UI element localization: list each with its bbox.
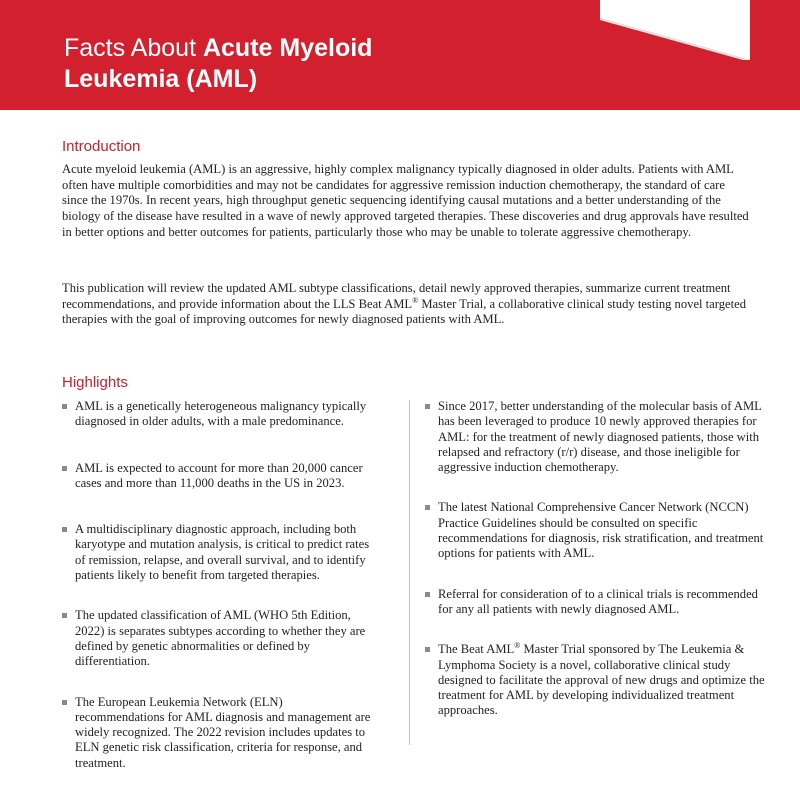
highlight-item: AML is a genetically heterogeneous malignancy typically diagnosed in older adults, with a male predominance. — [62, 399, 372, 430]
highlight-item: The updated classification of AML (WHO 5th Edition, 2022) is separates subtypes according to whether they are defined by genetic abnormalities or defined by differentiation. — [62, 608, 372, 669]
highlight-item: The European Leukemia Network (ELN) recommendations for AML diagnosis and management are widely recognized. The 2022 revision includes updates to ELN genetic risk classification, criteria for response, and treatment. — [62, 695, 372, 771]
bullet-square-icon — [425, 404, 430, 409]
introduction-paragraph-2: This publication will review the updated AML subtype classifications, detail newly approved therapies, summarize current treatment recommendations, and provide information about the LLS Beat AML® Master Trial, a collaborative clinical study testing novel targeted therapies with the goal of improving outcomes for newly diagnosed patients with AML. — [62, 281, 747, 327]
bullet-square-icon — [62, 404, 67, 409]
page-title — [64, 33, 564, 95]
header-corner-decoration — [600, 0, 750, 60]
highlight-item: The latest National Comprehensive Cancer Network (NCCN) Practice Guidelines should be consulted on specific recommendations for diagnosis, risk stratification, and treatment options for patients with AML. — [425, 500, 765, 561]
bullet-square-icon — [62, 527, 67, 532]
highlight-item: A multidisciplinary diagnostic approach, including both karyotype and mutation analysis, is critical to predict rates of remission, relapse, and overall survival, and to identify patients likely to benefit from targeted therapies. — [62, 522, 372, 583]
bullet-square-icon — [62, 613, 67, 618]
introduction-paragraph-1: Acute myeloid leukemia (AML) is an aggressive, highly complex malignancy typically diagnosed in older adults. Patients with AML often have multiple comorbidities and may not be candidates for aggressive remission induction chemotherapy, the standard of care since the 1970s. In recent years, high throughput genetic sequencing identifying causal mutations and a better understanding of the biology of the disease have resulted in a wave of newly approved targeted therapies. These discoveries and drug approvals have resulted in better options and better outcomes for patients, particularly those who may be unable to tolerate aggressive chemotherapy. — [62, 162, 749, 239]
highlight-item: The Beat AML® Master Trial sponsored by The Leukemia & Lymphoma Society is a novel, collaborative clinical study designed to facilitate the approval of new drugs and optimize the treatment for AML by developing individualized treatment approaches. — [425, 642, 765, 718]
title-regular: Facts About — [64, 34, 203, 62]
highlight-item: AML is expected to account for more than 20,000 cancer cases and more than 11,000 deaths in the US in 2023. — [62, 461, 372, 492]
title-bold-line-1: Acute Myeloid — [202, 34, 373, 62]
bullet-square-icon — [425, 647, 430, 652]
introduction-heading: Introduction — [62, 138, 141, 155]
bullet-square-icon — [62, 466, 67, 471]
bullet-square-icon — [62, 700, 67, 705]
highlight-item: Referral for consideration of to a clinical trials is recommended for any all patients with newly diagnosed AML. — [425, 587, 765, 618]
title-bold-line-2: Leukemia (AML) — [64, 65, 258, 93]
highlights-heading: Highlights — [62, 374, 128, 391]
column-divider — [409, 400, 410, 745]
bullet-square-icon — [425, 505, 430, 510]
highlights-right-column — [425, 399, 765, 719]
bullet-square-icon — [425, 592, 430, 597]
highlights-left-column — [62, 399, 372, 771]
highlight-item: Since 2017, better understanding of the molecular basis of AML has been leveraged to produce 10 newly approved therapies for AML: for the treatment of newly diagnosed patients, those with relapsed and refractory (r/r) disease, and those ineligible for aggressive induction chemotherapy. — [425, 399, 765, 475]
